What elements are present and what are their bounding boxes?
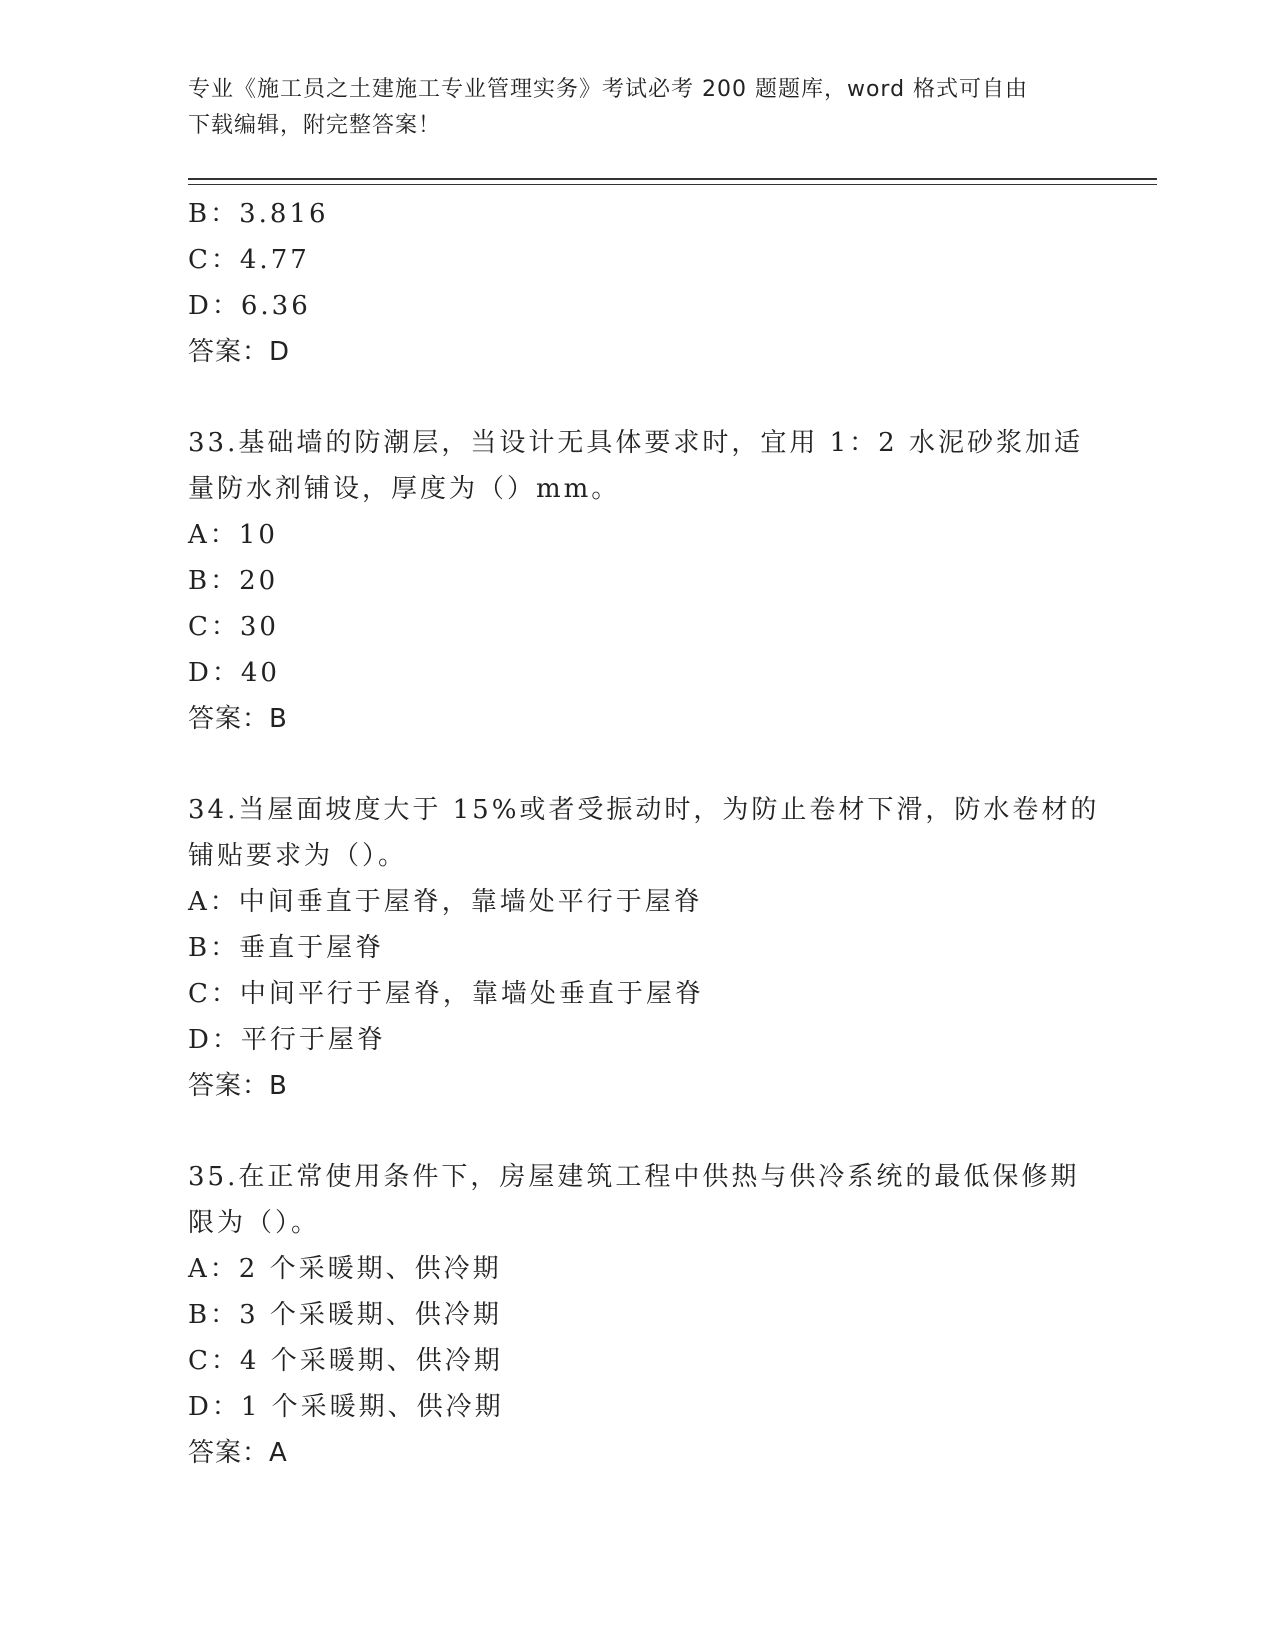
- option-b: B：3 个采暖期、供冷期: [188, 1300, 502, 1330]
- question-35: [188, 1154, 1088, 1476]
- question-stem-line-2: 铺贴要求为（）。: [188, 841, 408, 871]
- option-b: B：20: [188, 566, 279, 596]
- page-header: [188, 72, 1088, 144]
- question-stem-line-2: 限为（）。: [188, 1208, 321, 1238]
- question-stem-line-1: 35.在正常使用条件下，房屋建筑工程中供热与供冷系统的最低保修期: [188, 1162, 1080, 1192]
- option-d: D：平行于屋脊: [188, 1025, 386, 1055]
- question-stem-line-2: 量防水剂铺设，厚度为（）mm。: [188, 474, 621, 504]
- option-b: B：3.816: [188, 199, 329, 229]
- question-33: [188, 420, 1088, 742]
- option-c: C：4 个采暖期、供冷期: [188, 1346, 503, 1376]
- question-list: [188, 191, 1100, 1476]
- header-divider-thin: [188, 184, 1157, 185]
- option-c: C：4.77: [188, 245, 310, 275]
- header-line-2: 下载编辑，附完整答案！: [188, 113, 442, 138]
- question-34: [188, 787, 1100, 1109]
- option-a: A：2 个采暖期、供冷期: [188, 1254, 502, 1284]
- answer-text: 答案：D: [188, 337, 291, 367]
- option-b: B：垂直于屋脊: [188, 933, 385, 963]
- answer-text: 答案：A: [188, 1438, 288, 1468]
- option-a: A：10: [188, 520, 278, 550]
- option-c: C：30: [188, 612, 279, 642]
- question-stem-line-1: 34.当屋面坡度大于 15%或者受振动时，为防止卷材下滑，防水卷材的: [188, 795, 1100, 825]
- option-d: D：6.36: [188, 291, 311, 321]
- header-divider-thick: [188, 178, 1157, 180]
- answer-text: 答案：B: [188, 1071, 288, 1101]
- option-d: D：40: [188, 658, 280, 688]
- option-c: C：中间平行于屋脊，靠墙处垂直于屋脊: [188, 979, 704, 1009]
- answer-text: 答案：B: [188, 704, 288, 734]
- option-d: D：1 个采暖期、供冷期: [188, 1392, 504, 1422]
- header-line-1: 专业《施工员之土建施工专业管理实务》考试必考 200 题题库，word 格式可自由: [188, 77, 1029, 102]
- option-a: A：中间垂直于屋脊，靠墙处平行于屋脊: [188, 887, 703, 917]
- question-stem-line-1: 33.基础墙的防潮层，当设计无具体要求时，宜用 1：2 水泥砂浆加适: [188, 428, 1083, 458]
- question-32: [188, 191, 1088, 375]
